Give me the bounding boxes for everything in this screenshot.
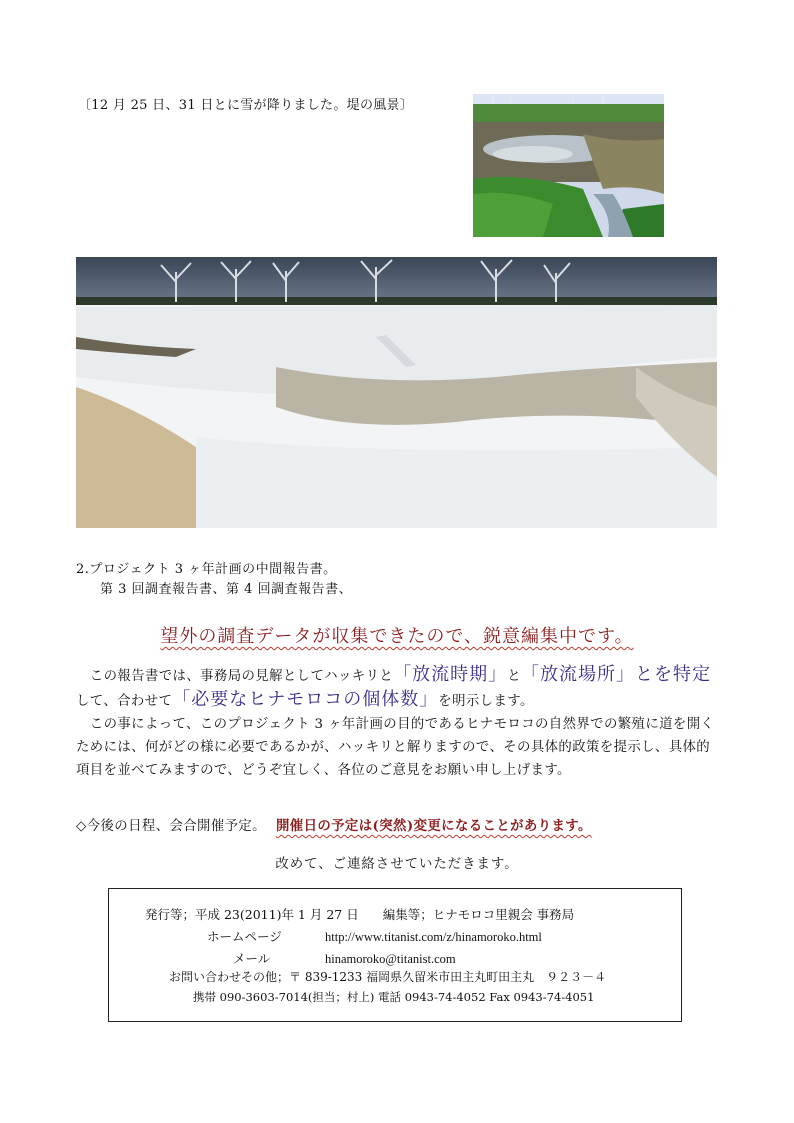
issue-date: 発行等；平成 23(2011)年 1 月 27 日 — [145, 907, 359, 922]
schedule-line — [76, 815, 592, 834]
schedule-warning: 開催日の予定は(突然)変更になることがあります。 — [275, 818, 592, 834]
paragraph-1-text-b: と — [507, 669, 521, 684]
mail-link[interactable]: hinamoroko@titanist.com — [325, 952, 456, 966]
section-subtitle: 第 3 回調査報告書、第 4 回調査報告書、 — [100, 582, 353, 597]
footer-phone: 携帯 090-3603-7014(担当；村上) 電話 0943-74-4052 Fax 0943-74-4051 — [193, 990, 595, 1004]
footer-homepage-line — [207, 927, 542, 945]
footer-mail-line — [233, 949, 456, 967]
footer-issue-line — [145, 905, 574, 923]
paragraph-1-text-d: して、合わせて — [76, 694, 173, 709]
headline: 望外の調査データが収集できたので、鋭意編集中です。 — [160, 626, 634, 647]
schedule-label: ◇今後の日程、会合開催予定。 — [76, 819, 266, 834]
photo-caption: 〔12 月 25 日、31 日とに雪が降りました。堤の風景〕 — [78, 98, 414, 113]
paragraph-1-text-e: を明示します。 — [438, 694, 534, 709]
snow-landscape-photo — [76, 257, 717, 528]
homepage-label: ホームページ — [207, 929, 282, 944]
paragraph-1 — [76, 663, 718, 713]
footer-inquiry: お問い合わせその他；〒 839-1233 福岡県久留米市田主丸町田主丸 ９２３－４ — [169, 970, 607, 984]
contact-note: 改めて、ご連絡させていただきます。 — [275, 857, 519, 872]
homepage-link[interactable]: http://www.titanist.com/z/hinamoroko.html — [325, 930, 542, 944]
keyword-release-place: 「放流場所」 — [520, 664, 635, 685]
footer-box — [108, 888, 682, 1022]
mail-label: メール — [233, 951, 271, 966]
embankment-photo — [473, 94, 664, 237]
editor: 編集等；ヒナモロコ里親会 事務局 — [382, 907, 575, 922]
paragraph-1-text-c: とを特定 — [634, 664, 711, 685]
section-title: 2.プロジェクト 3 ヶ年計画の中間報告書。 — [76, 562, 337, 577]
paragraph-2: この事によって、このプロジェクト 3 ヶ年計画の目的であるヒナモロコの自然界での繁殖に道を開くためには、何がどの様に必要であるかが、ハッキリと解りますので、その具体的政策を提示し、具体的項目を並べてみますので、どうぞ宜しく、各位のご意見をお願い申し上げます。 — [76, 717, 715, 778]
keyword-release-time: 「放流時期」 — [393, 664, 508, 685]
paragraph-1-text-a: この報告書では、事務局の見解としてハッキリと — [76, 669, 394, 684]
keyword-population: 「必要なヒナモロコの個体数」 — [172, 689, 439, 710]
